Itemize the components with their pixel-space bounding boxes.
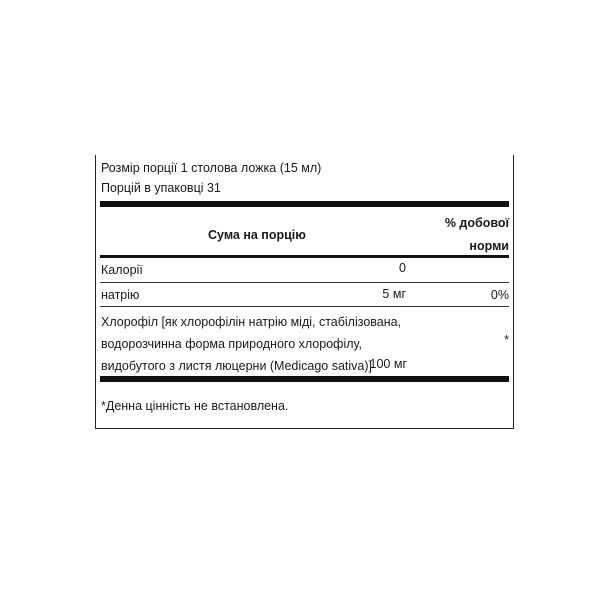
serving-size: Розмір порції 1 столова ложка (15 мл) [101, 161, 322, 175]
supplement-facts-panel [95, 155, 514, 429]
header-divider [100, 255, 509, 258]
daily-value-header-line1: % добової [444, 216, 509, 230]
row-sodium-dv: 0% [490, 288, 509, 302]
row-sodium-amount: 5 мг [382, 287, 406, 301]
amount-per-serving-header: Сума на порцію [208, 228, 306, 242]
daily-value-header-line2: норми [469, 239, 509, 253]
row-calories-name: Калорії [101, 263, 143, 277]
chlorophyll-line3: видобутого з листя люцерни (Medicago sativa)] [101, 359, 373, 373]
chlorophyll-dv: * [504, 333, 509, 347]
row-calories-amount: 0 [399, 261, 406, 275]
row-sodium-name: натрію [101, 288, 140, 302]
chlorophyll-amount: 100 мг [369, 357, 407, 371]
footnote: *Денна цінність не встановлена. [101, 399, 289, 413]
row-divider [100, 306, 509, 307]
row-divider [100, 282, 509, 283]
servings-per-container: Порцій в упаковці 31 [101, 181, 221, 195]
thick-divider [100, 376, 509, 382]
chlorophyll-line2: водорозчинна форма природного хлорофілу, [101, 337, 362, 351]
thick-divider [100, 201, 509, 207]
chlorophyll-line1: Хлорофіл [як хлорофілін натрію міді, стабілізована, [101, 315, 402, 329]
